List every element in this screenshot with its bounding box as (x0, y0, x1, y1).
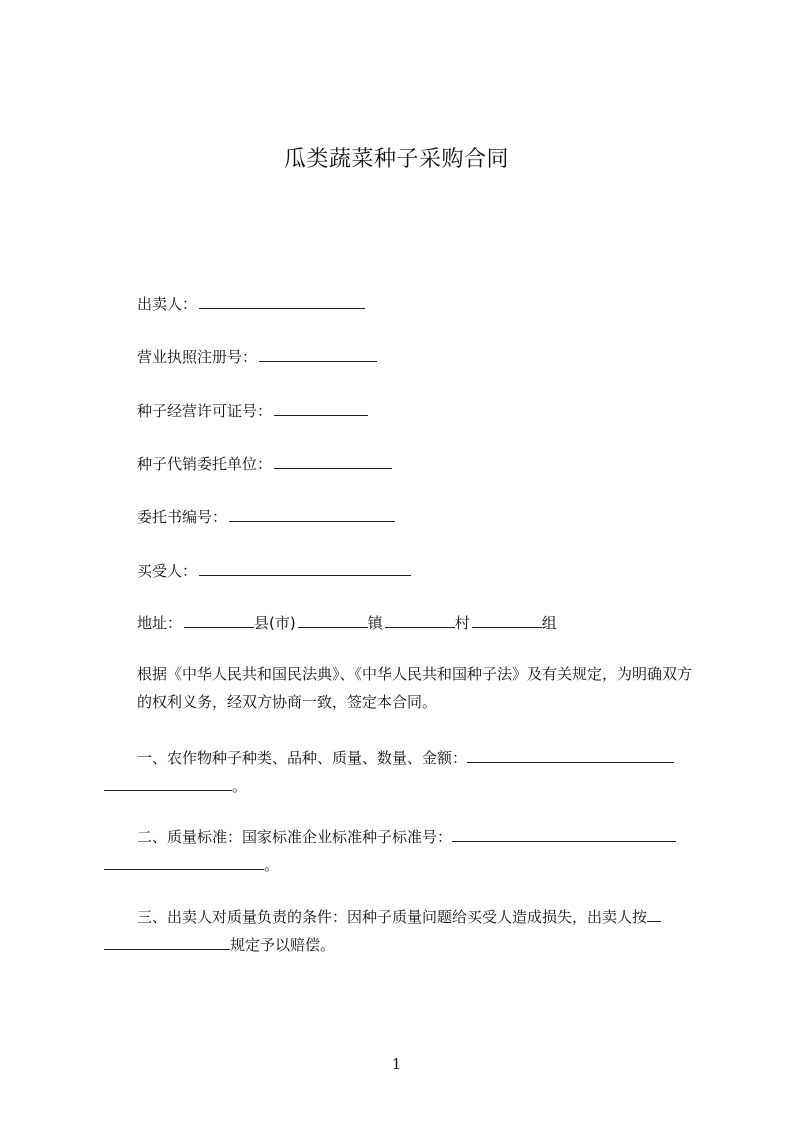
clause-2-blank-line1[interactable] (452, 825, 676, 842)
clause-3 (104, 903, 704, 959)
address-village-label: 村 (454, 614, 470, 632)
buyer-field (137, 559, 411, 581)
clause-2 (104, 823, 704, 879)
clause-1-end: 。 (232, 777, 248, 795)
consign-unit-field (137, 452, 392, 474)
clause-2-text: 二、质量标准：国家标准企业标准种子标准号： (137, 828, 453, 846)
business-license-blank[interactable] (259, 345, 377, 362)
address-county-label: 县(市) (254, 614, 296, 632)
intro-paragraph (104, 660, 704, 716)
consign-unit-label: 种子代销委托单位： (137, 455, 273, 473)
clause-2-end: 。 (264, 856, 280, 874)
clause-1 (104, 744, 704, 800)
clause-3-blank-line2[interactable] (104, 933, 230, 950)
document-title: 瓜类蔬菜种子采购合同 (283, 147, 509, 172)
intro-text: 根据《中华人民共和国民法典》、《中华人民共和国种子法》及有关规定，为明确双方的权利义务，经双方协商一致，签定本合同。 (137, 665, 693, 711)
consign-unit-blank[interactable] (274, 452, 392, 469)
seed-license-blank[interactable] (274, 399, 368, 416)
address-village-blank[interactable] (385, 611, 455, 628)
buyer-label: 买受人： (137, 562, 198, 580)
seed-license-label: 种子经营许可证号： (137, 402, 273, 420)
consign-no-field (137, 505, 395, 527)
address-field (137, 611, 557, 633)
seller-field (137, 292, 365, 314)
address-label: 地址： (137, 614, 183, 632)
clause-3-text: 三、出卖人对质量负责的条件：因种子质量问题给买受人造成损失，出卖人按 (137, 908, 648, 926)
clause-2-blank-line2[interactable] (104, 853, 264, 870)
clause-1-blank-line1[interactable] (467, 746, 674, 763)
buyer-blank[interactable] (199, 559, 411, 576)
seed-license-field (137, 399, 368, 421)
clause-3-end: 规定予以赔偿。 (230, 936, 336, 954)
consign-no-blank[interactable] (229, 505, 395, 522)
address-group-label: 组 (541, 614, 557, 632)
address-town-blank[interactable] (298, 611, 368, 628)
address-town-label: 镇 (367, 614, 383, 632)
consign-no-label: 委托书编号： (137, 508, 228, 526)
clause-1-text: 一、农作物种子种类、品种、质量、数量、金额： (137, 749, 468, 767)
seller-blank[interactable] (199, 292, 365, 309)
clause-1-blank-line2[interactable] (104, 774, 232, 791)
clause-3-blank-line1[interactable] (647, 905, 661, 922)
address-county-blank[interactable] (184, 611, 254, 628)
business-license-label: 营业执照注册号： (137, 348, 258, 366)
business-license-field (137, 345, 377, 367)
page-number: 1 (391, 1055, 402, 1073)
seller-label: 出卖人： (137, 295, 198, 313)
address-group-blank[interactable] (472, 611, 542, 628)
